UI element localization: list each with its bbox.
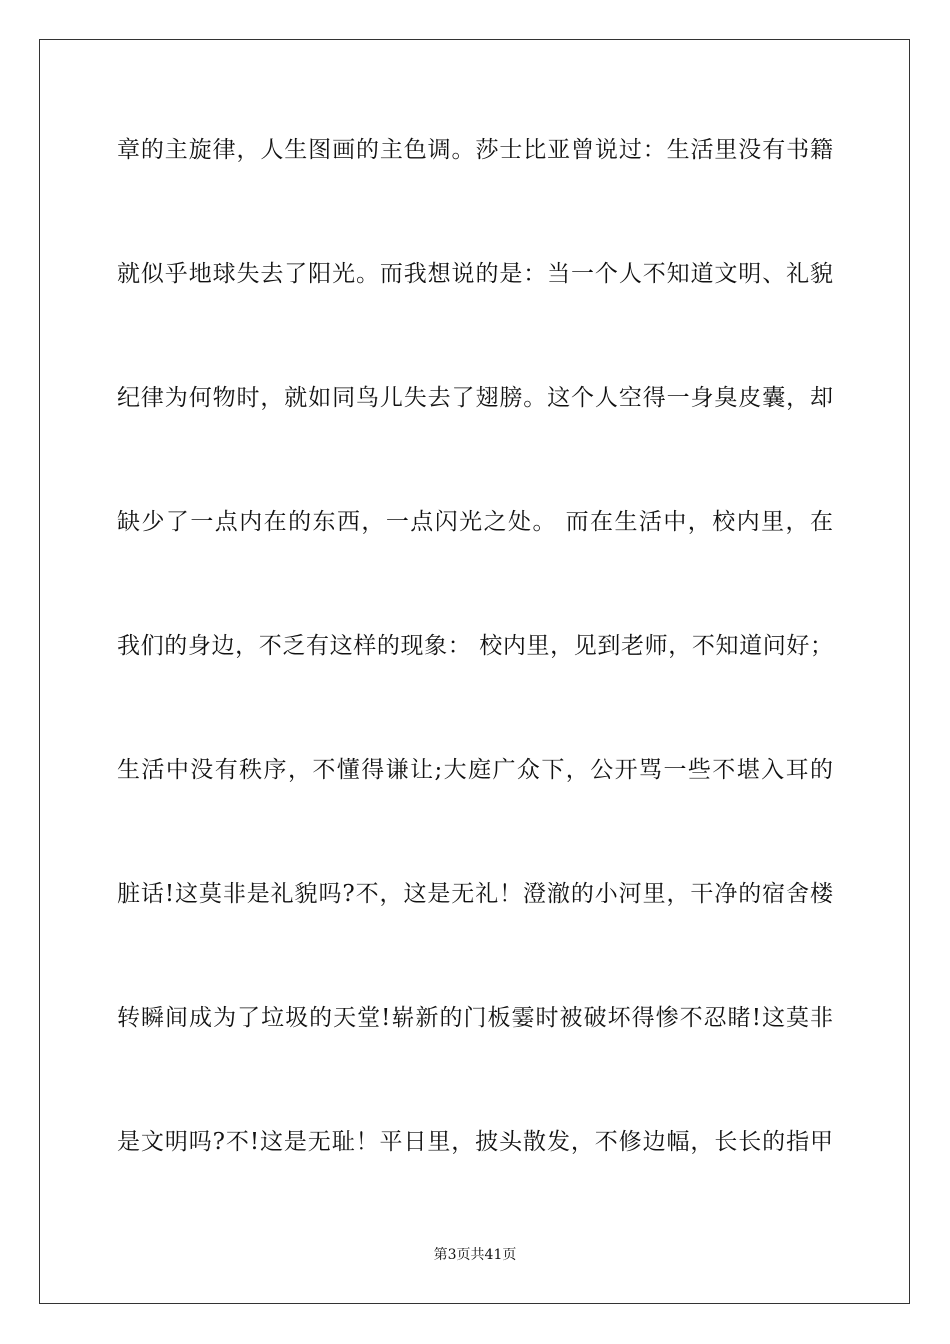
body-text-line-7: 脏话!这莫非是礼貌吗?不，这是无礼！澄澈的小河里，干净的宿舍楼 [117,881,833,907]
page-border [39,39,910,1304]
current-page-number: 第3页 [433,1247,471,1263]
body-text-line-1: 章的主旋律，人生图画的主色调。莎士比亚曾说过：生活里没有书籍 [117,137,833,163]
body-text-line-6: 生活中没有秩序，不懂得谦让;大庭广众下，公开骂一些不堪入耳的 [117,757,833,783]
total-page-count: 共41页 [470,1247,517,1263]
body-text-line-3: 纪律为何物时，就如同鸟儿失去了翅膀。这个人空得一身臭皮囊，却 [117,385,833,411]
body-text-line-5: 我们的身边，不乏有这样的现象： 校内里，见到老师，不知道问好； [117,633,833,659]
page-footer [0,1245,950,1265]
body-text-line-9: 是文明吗?不!这是无耻！平日里，披头散发，不修边幅，长长的指甲 [117,1129,833,1155]
body-text-line-4: 缺少了一点内在的东西，一点闪光之处。 而在生活中，校内里，在 [117,509,833,535]
body-text-line-8: 转瞬间成为了垃圾的天堂!崭新的门板霎时被破坏得惨不忍睹!这莫非 [117,1005,833,1031]
body-text-line-2: 就似乎地球失去了阳光。而我想说的是：当一个人不知道文明、礼貌 [117,261,833,287]
